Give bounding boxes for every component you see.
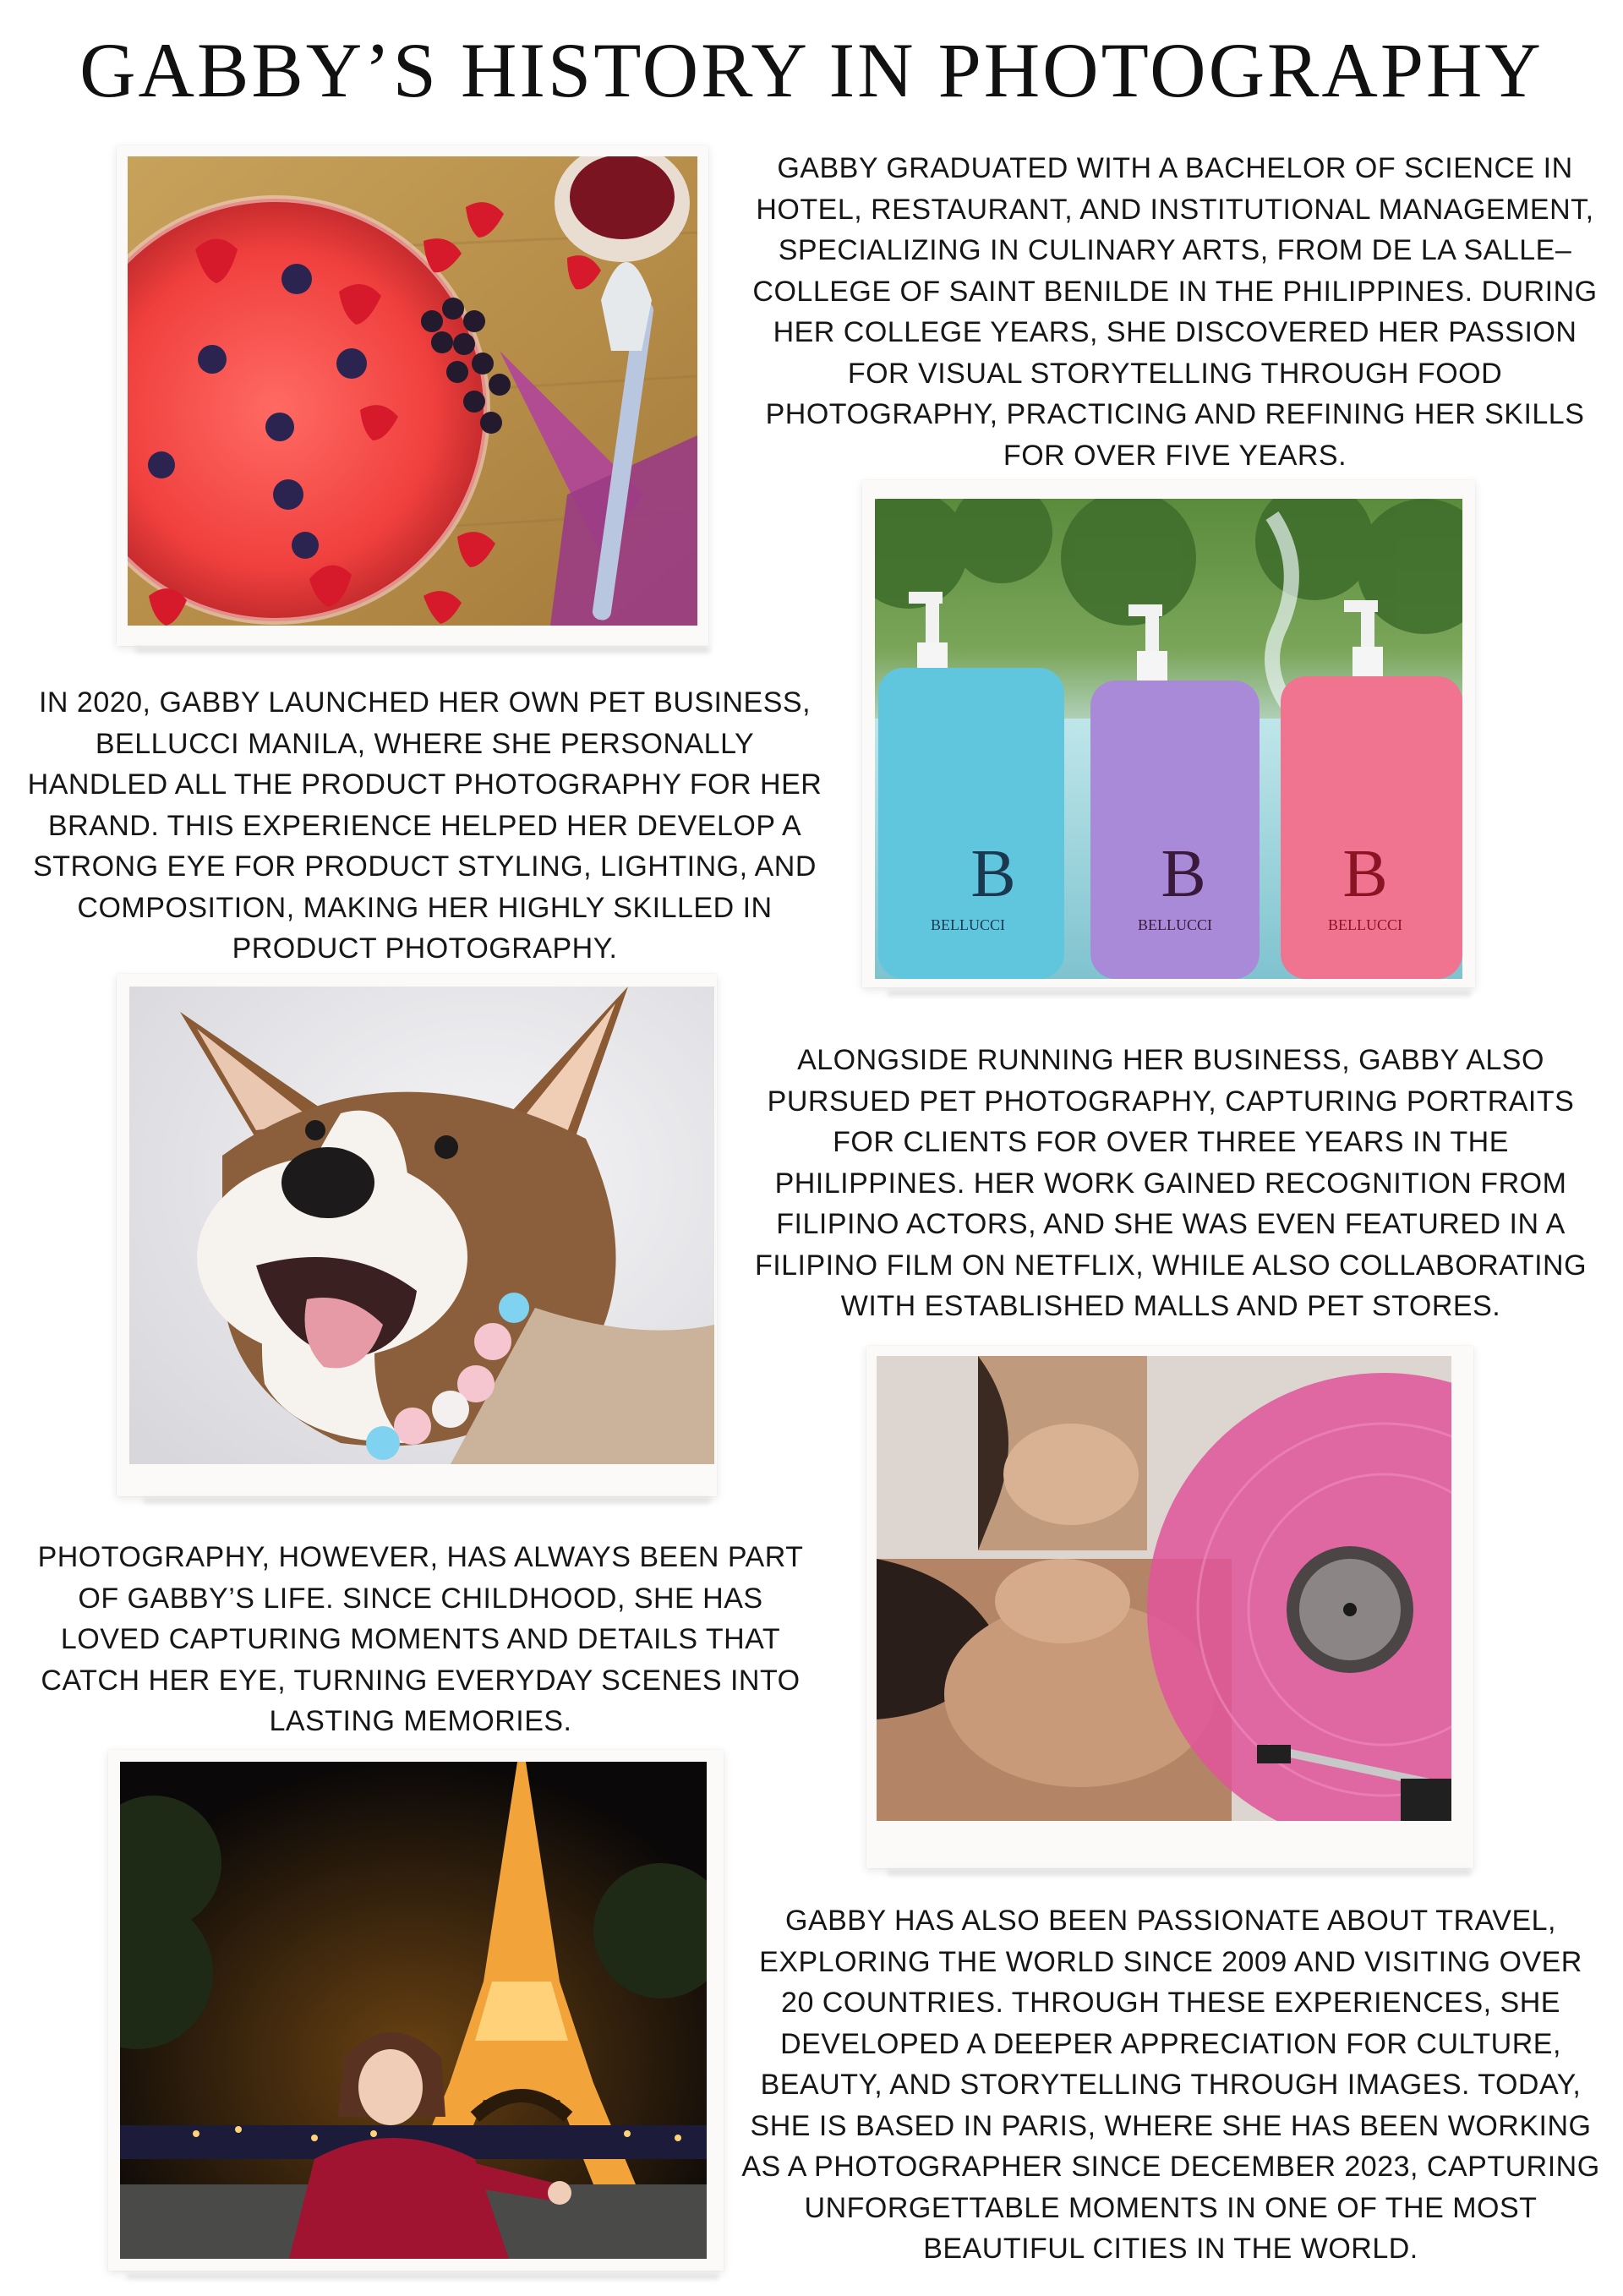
svg-text:B: B bbox=[1342, 837, 1388, 911]
paragraph-business: IN 2020, GABBY LAUNCHED HER OWN PET BUSINESS, BELLUCCI MANILA, WHERE SHE PERSONALLY HANDLED ALL THE PRODUCT PHOTOGRAPHY FOR HER BRAND. THIS EXPERIENCE HELPED HER DEVELOP A STRONG EYE FOR PRODUCT STYLING, LIGHTING, AND COMPOSITION, MAKING HER HIGHLY SKILLED IN PRODUCT PHOTOGRAPHY. bbox=[27, 686, 822, 965]
svg-text:B: B bbox=[1161, 837, 1206, 911]
bellucci-bottles-photo bbox=[875, 499, 1462, 979]
bottle-label-blue: BELLUCCI bbox=[931, 916, 1005, 933]
page-title: GABBY’S HISTORY IN PHOTOGRAPHY bbox=[79, 27, 1544, 113]
paragraph-pet-photography: ALONGSIDE RUNNING HER BUSINESS, GABBY ALSO PURSUED PET PHOTOGRAPHY, CAPTURING PORTRAITS FOR CLIENTS FOR OVER THREE YEARS IN THE PHILIPPINES. HER WORK GAINED RECOGNITION FROM FILIPINO ACTORS, AND SHE WAS EVEN FEATURED IN A FILIPINO FILM ON NETFLIX, WHILE ALSO COLLABORATING WITH ESTABLISHED MALLS AND PET STORES. bbox=[754, 1044, 1587, 1322]
eiffel-tower-portrait-photo bbox=[120, 1762, 707, 2259]
vinyl-record-photo bbox=[877, 1356, 1451, 1821]
bellucci-photo-shadow bbox=[888, 991, 1471, 996]
corgi-photo bbox=[129, 987, 714, 1464]
vinyl-photo-shadow bbox=[888, 1870, 1471, 1875]
bottle-label-purple: BELLUCCI bbox=[1138, 916, 1212, 933]
cake-photo-frame bbox=[117, 145, 708, 646]
bellucci-photo-frame bbox=[862, 480, 1475, 987]
paragraph-travel: GABBY HAS ALSO BEEN PASSIONATE ABOUT TRAVEL, EXPLORING THE WORLD SINCE 2009 AND VISITING OVER 20 COUNTRIES. THROUGH THESE EXPERIENCES, SHE DEVELOPED A DEEPER APPRECIATION FOR CULTURE, BEAUTY, AND STORYTELLING THROUGH IMAGES. TODAY, SHE IS BASED IN PARIS, WHERE SHE HAS BEEN WORKING AS A PHOTOGRAPHER SINCE DECEMBER 2023, CAPTURING UNFORGETTABLE MOMENTS IN ONE OF THE MOST BEAUTIFUL CITIES IN THE WORLD. bbox=[741, 1905, 1600, 2265]
paris-photo-shadow bbox=[127, 2274, 719, 2279]
paragraph-childhood: PHOTOGRAPHY, HOWEVER, HAS ALWAYS BEEN PART OF GABBY’S LIFE. SINCE CHILDHOOD, SHE HAS LOVED CAPTURING MOMENTS AND DETAILS THAT CATCH HER EYE, TURNING EVERYDAY SCENES INTO LASTING MEMORIES. bbox=[37, 1541, 804, 1737]
paris-photo-frame bbox=[108, 1750, 724, 2271]
corgi-photo-frame bbox=[117, 974, 717, 1496]
paragraph-education: GABBY GRADUATED WITH A BACHELOR OF SCIENCE IN HOTEL, RESTAURANT, AND INSTITUTIONAL MANAGEMENT, SPECIALIZING IN CULINARY ARTS, FROM DE LA SALLE–COLLEGE OF SAINT BENILDE IN THE PHILIPPINES. DURING HER COLLEGE YEARS, SHE DISCOVERED HER PASSION FOR VISUAL STORYTELLING THROUGH FOOD PHOTOGRAPHY, PRACTICING AND REFINING HER SKILLS FOR OVER FIVE YEARS. bbox=[752, 152, 1598, 472]
cake-photo bbox=[128, 156, 697, 626]
vinyl-photo-frame bbox=[866, 1346, 1473, 1868]
svg-text:B: B bbox=[970, 837, 1016, 911]
cake-photo-shadow bbox=[135, 648, 710, 653]
corgi-photo-shadow bbox=[144, 1498, 710, 1503]
bottle-label-pink: BELLUCCI bbox=[1328, 916, 1402, 933]
